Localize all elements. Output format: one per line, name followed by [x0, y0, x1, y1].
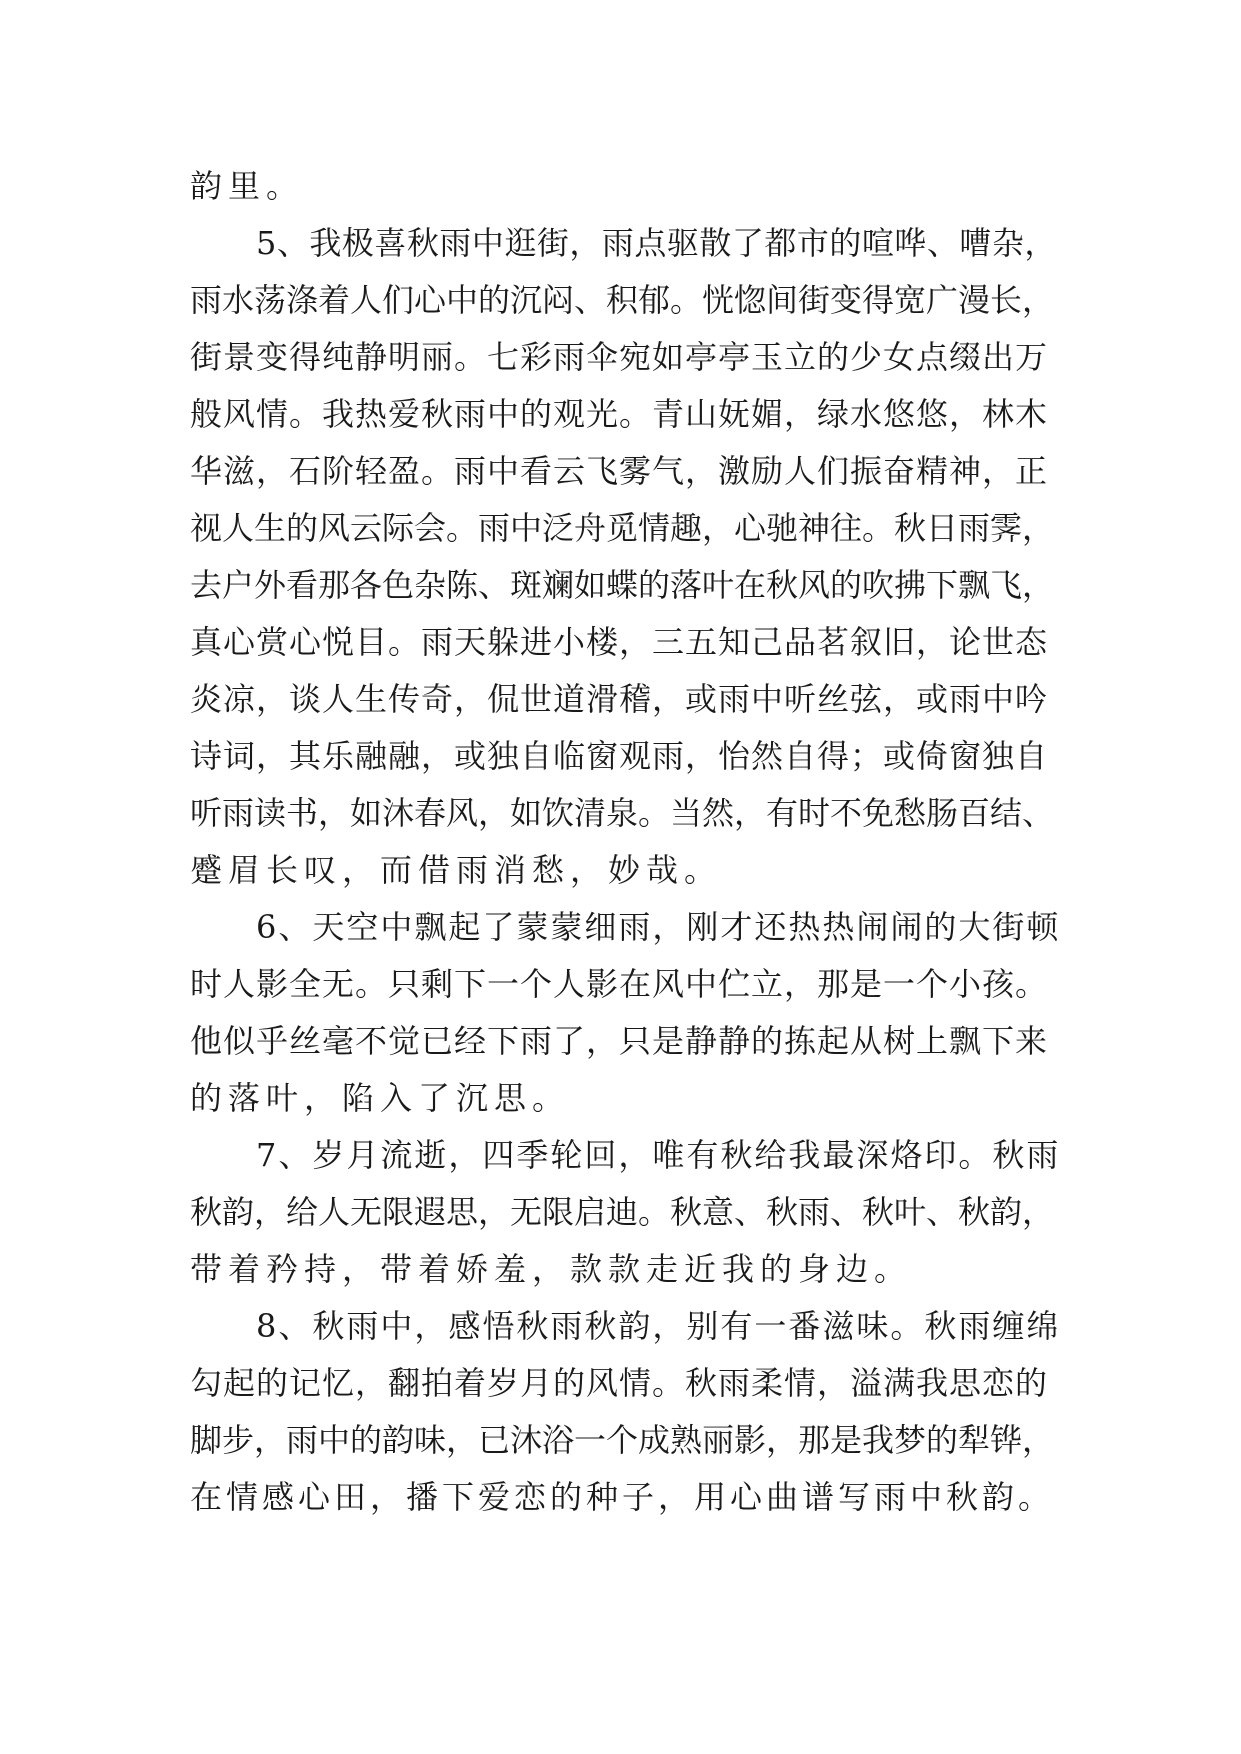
text-line: 8、秋雨中，感悟秋雨秋韵，别有一番滋味。秋雨缠绵: [256, 1307, 1061, 1345]
text-line: 带着矜持，带着娇羞，款款走近我的身边。: [190, 1250, 913, 1288]
text-line: 听雨读书，如沐春风，如饮清泉。当然，有时不免愁肠百结、: [190, 794, 1055, 832]
text-line: 韵里。: [190, 167, 305, 205]
text-line: 般风情。我热爱秋雨中的观光。青山妩媚，绿水悠悠，林木: [190, 395, 1049, 433]
text-line: 时人影全无。只剩下一个人影在风中伫立，那是一个小孩。: [190, 965, 1049, 1003]
document-body: [190, 158, 1060, 1526]
text-line: 秋韵，给人无限遐思，无限启迪。秋意、秋雨、秋叶、秋韵，: [190, 1193, 1055, 1231]
text-line: 真心赏心悦目。雨天躲进小楼，三五知己品茗叙旧，论世态: [190, 623, 1049, 661]
text-line: 蹙眉长叹，而借雨消愁，妙哉。: [190, 851, 723, 889]
text-line: 勾起的记忆，翻拍着岁月的风情。秋雨柔情，溢满我思恋的: [190, 1364, 1049, 1402]
text-line: 去户外看那各色杂陈、斑斓如蝶的落叶在秋风的吹拂下飘飞，: [190, 566, 1055, 604]
text-line: 雨水荡涤着人们心中的沉闷、积郁。恍惚间街变得宽广漫长，: [190, 281, 1055, 319]
text-line: 6、天空中飘起了蒙蒙细雨，刚才还热热闹闹的大街顿: [256, 908, 1061, 946]
text-line: 脚步，雨中的韵味，已沐浴一个成熟丽影，那是我梦的犁铧，: [190, 1421, 1055, 1459]
text-line: 7、岁月流逝，四季轮回，唯有秋给我最深烙印。秋雨: [256, 1136, 1061, 1174]
text-line: 华滋，石阶轻盈。雨中看云飞雾气，激励人们振奋精神，正: [190, 452, 1049, 490]
text-line: 炎凉，谈人生传奇，侃世道滑稽，或雨中听丝弦，或雨中吟: [190, 680, 1049, 718]
text-line: 诗词，其乐融融，或独自临窗观雨，怡然自得；或倚窗独自: [190, 737, 1049, 775]
text-line: 街景变得纯静明丽。七彩雨伞宛如亭亭玉立的少女点缀出万: [190, 338, 1049, 376]
text-line: 的落叶，陷入了沉思。: [190, 1079, 571, 1117]
text-line: 视人生的风云际会。雨中泛舟觅情趣，心驰神往。秋日雨霁，: [190, 509, 1055, 547]
text-line: 他似乎丝毫不觉已经下雨了，只是静静的拣起从树上飘下来: [190, 1022, 1049, 1060]
text-line: 5、我极喜秋雨中逛街，雨点驱散了都市的喧哗、嘈杂，: [256, 224, 1057, 262]
text-line: 在情感心田，播下爱恋的种子，用心曲谱写雨中秋韵。: [190, 1478, 1055, 1516]
